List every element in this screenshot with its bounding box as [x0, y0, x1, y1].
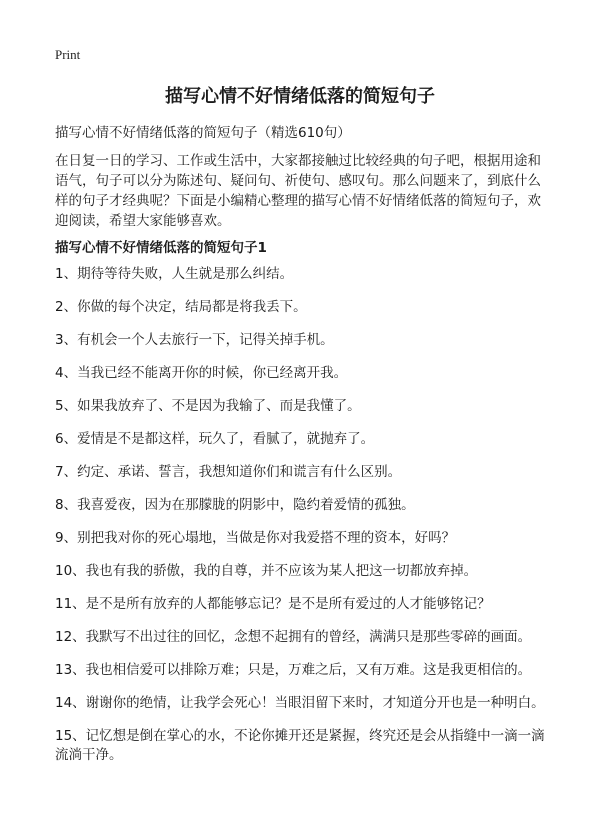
list-item: 5、如果我放弃了、不是因为我输了、而是我懂了。: [55, 398, 361, 414]
list-item: 2、你做的每个决定，结局都是将我丢下。: [55, 299, 307, 315]
intro-paragraph: 在日复一日的学习、工作或生活中，大家都接触过比较经典的句子吧，根据用途和语气，句子可以分为陈述句、疑问句、祈使句、感叹句。那么问题来了，到底什么样的句子才经典呢？下面是小编精心整理的描写心情不好情绪低落的简短句子，欢迎阅读，希望大家能够喜欢。: [55, 153, 541, 229]
list-item: 7、约定、承诺、誓言，我想知道你们和谎言有什么区别。: [55, 464, 402, 480]
list-item: 12、我默写不出过往的回忆，念想不起拥有的曾经，满满只是那些零碎的画面。: [55, 629, 532, 645]
list-item: 13、我也相信爱可以排除万难；只是，万难之后，又有万难。这是我更相信的。: [55, 662, 532, 678]
list-item: 9、别把我对你的死心塌地，当做是你对我爱搭不理的资本，好吗？: [55, 530, 456, 546]
list-item: 1、期待等待失败，人生就是那么纠结。: [55, 266, 294, 282]
page-title: 描写心情不好情绪低落的简短句子: [165, 86, 435, 107]
subtitle: 描写心情不好情绪低落的简短句子（精选610句）: [55, 125, 351, 141]
list-item: 15、记忆想是倒在掌心的水，不论你摊开还是紧握，终究还是会从指缝中一滴一滴流淌干净。: [55, 728, 545, 763]
section-heading: 描写心情不好情绪低落的简短句子1: [55, 240, 267, 256]
list-item: 4、当我已经不能离开你的时候，你已经离开我。: [55, 365, 348, 381]
list-item: 10、我也有我的骄傲，我的自尊，并不应该为某人把这一切都放弃掉。: [55, 563, 478, 579]
list-item: 6、爱情是不是都这样，玩久了，看腻了，就抛弃了。: [55, 431, 375, 447]
list-item: 14、谢谢你的绝情，让我学会死心！当眼泪留下来时，才知道分开也是一种明白。: [55, 695, 545, 711]
list-item: 3、有机会一个人去旅行一下，记得关掉手机。: [55, 332, 334, 348]
print-link[interactable]: Print: [55, 47, 81, 62]
sentence-list: [55, 265, 550, 779]
list-item: 11、是不是所有放弃的人都能够忘记？是不是所有爱过的人才能够铭记？: [55, 596, 491, 612]
list-item: 8、我喜爱夜，因为在那朦胧的阴影中，隐约着爱情的孤独。: [55, 497, 415, 513]
